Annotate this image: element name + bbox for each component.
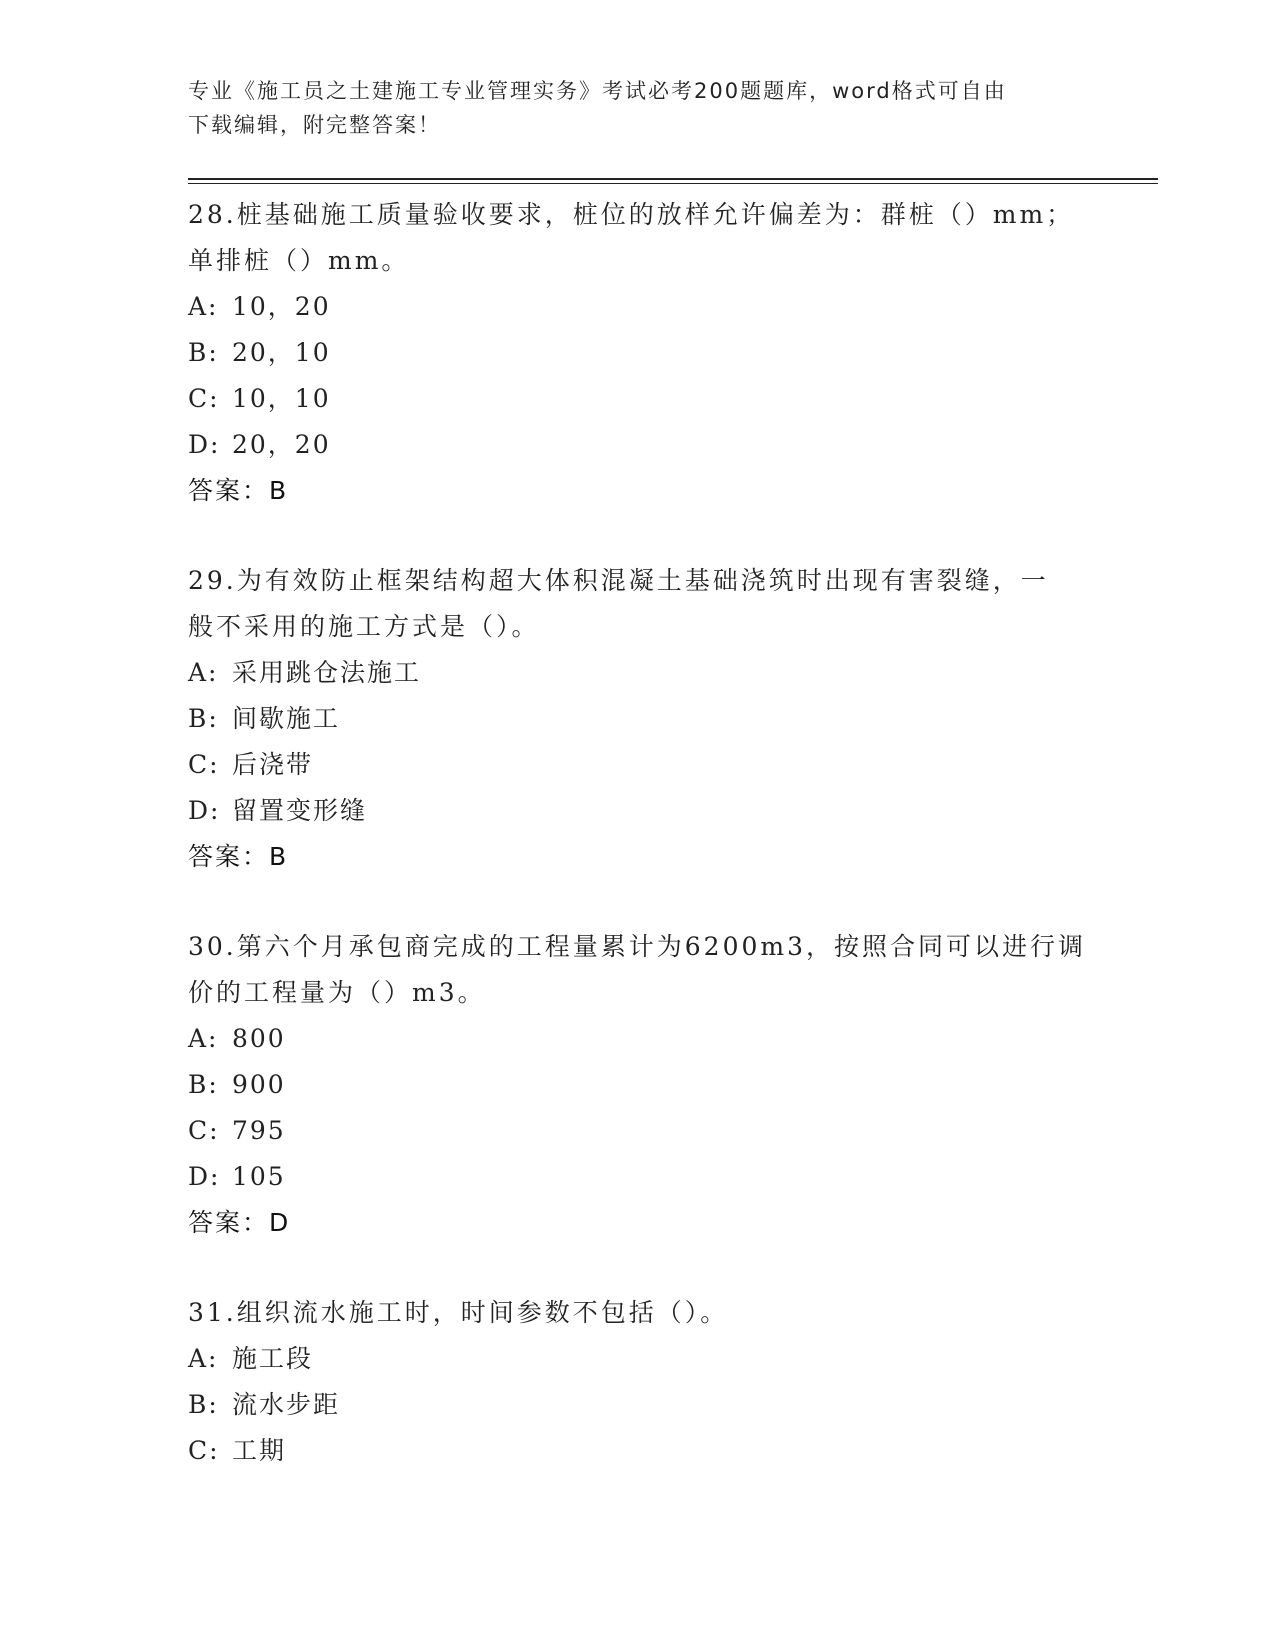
option-b	[188, 1382, 1128, 1428]
header-line-1: 专业《施工员之土建施工专业管理实务》考试必考200题题库，word格式可自由	[188, 79, 1007, 103]
question-text-line: 单排桩（）mm。	[188, 246, 410, 275]
option-key: A:	[188, 292, 219, 321]
option-a	[188, 650, 1128, 696]
answer-line: 答案：D	[188, 1208, 291, 1237]
option-c	[188, 742, 1128, 788]
option-key: C:	[188, 384, 220, 413]
option-key: B:	[188, 704, 219, 733]
option-d	[188, 1154, 1128, 1200]
option-text: 795	[232, 1116, 286, 1145]
option-text: 105	[232, 1162, 286, 1191]
option-text: 10，20	[232, 292, 331, 321]
option-key: A:	[188, 658, 219, 687]
option-text: 20，20	[232, 430, 331, 459]
option-key: C:	[188, 1116, 220, 1145]
question-30	[188, 924, 1128, 1246]
option-text: 间歇施工	[232, 704, 341, 733]
question-list	[188, 192, 1128, 1518]
option-key: B:	[188, 338, 219, 367]
option-key: D:	[188, 430, 221, 459]
option-a	[188, 1336, 1128, 1382]
option-key: D:	[188, 1162, 221, 1191]
question-31	[188, 1290, 1128, 1474]
question-text-line: 31.组织流水施工时，时间参数不包括（）。	[188, 1298, 729, 1327]
header-divider-thin	[188, 183, 1158, 184]
option-key: D:	[188, 796, 221, 825]
answer-line: 答案：B	[188, 842, 289, 871]
option-key: B:	[188, 1390, 219, 1419]
header-line-2: 下载编辑，附完整答案！	[188, 113, 441, 137]
document-header	[188, 74, 1088, 142]
option-text: 采用跳仓法施工	[232, 658, 422, 687]
option-c	[188, 376, 1128, 422]
question-text-line: 价的工程量为（）m3。	[188, 978, 486, 1007]
header-divider-thick	[188, 178, 1158, 180]
option-c	[188, 1108, 1128, 1154]
option-key: C:	[188, 750, 220, 779]
option-d	[188, 422, 1128, 468]
option-b	[188, 330, 1128, 376]
option-key: A:	[188, 1024, 219, 1053]
question-text-line: 29.为有效防止框架结构超大体积混凝土基础浇筑时出现有害裂缝，一	[188, 566, 1049, 595]
option-text: 工期	[232, 1436, 287, 1465]
option-a	[188, 284, 1128, 330]
option-text: 800	[232, 1024, 286, 1053]
answer-line: 答案：B	[188, 476, 289, 505]
option-text: 900	[232, 1070, 286, 1099]
option-key: C:	[188, 1436, 220, 1465]
question-text-line: 30.第六个月承包商完成的工程量累计为6200m3，按照合同可以进行调	[188, 932, 1086, 961]
option-c	[188, 1428, 1128, 1474]
option-a	[188, 1016, 1128, 1062]
option-text: 施工段	[232, 1344, 314, 1373]
option-text: 留置变形缝	[232, 796, 368, 825]
question-text-line: 28.桩基础施工质量验收要求，桩位的放样允许偏差为：群桩（）mm；	[188, 200, 1075, 229]
option-key: A:	[188, 1344, 219, 1373]
option-text: 20，10	[232, 338, 331, 367]
question-28	[188, 192, 1128, 514]
option-d	[188, 788, 1128, 834]
question-text-line: 般不采用的施工方式是（）。	[188, 612, 540, 641]
option-text: 后浇带	[232, 750, 314, 779]
option-text: 流水步距	[232, 1390, 341, 1419]
question-29	[188, 558, 1128, 880]
option-key: B:	[188, 1070, 219, 1099]
option-text: 10，10	[232, 384, 331, 413]
option-b	[188, 696, 1128, 742]
option-b	[188, 1062, 1128, 1108]
